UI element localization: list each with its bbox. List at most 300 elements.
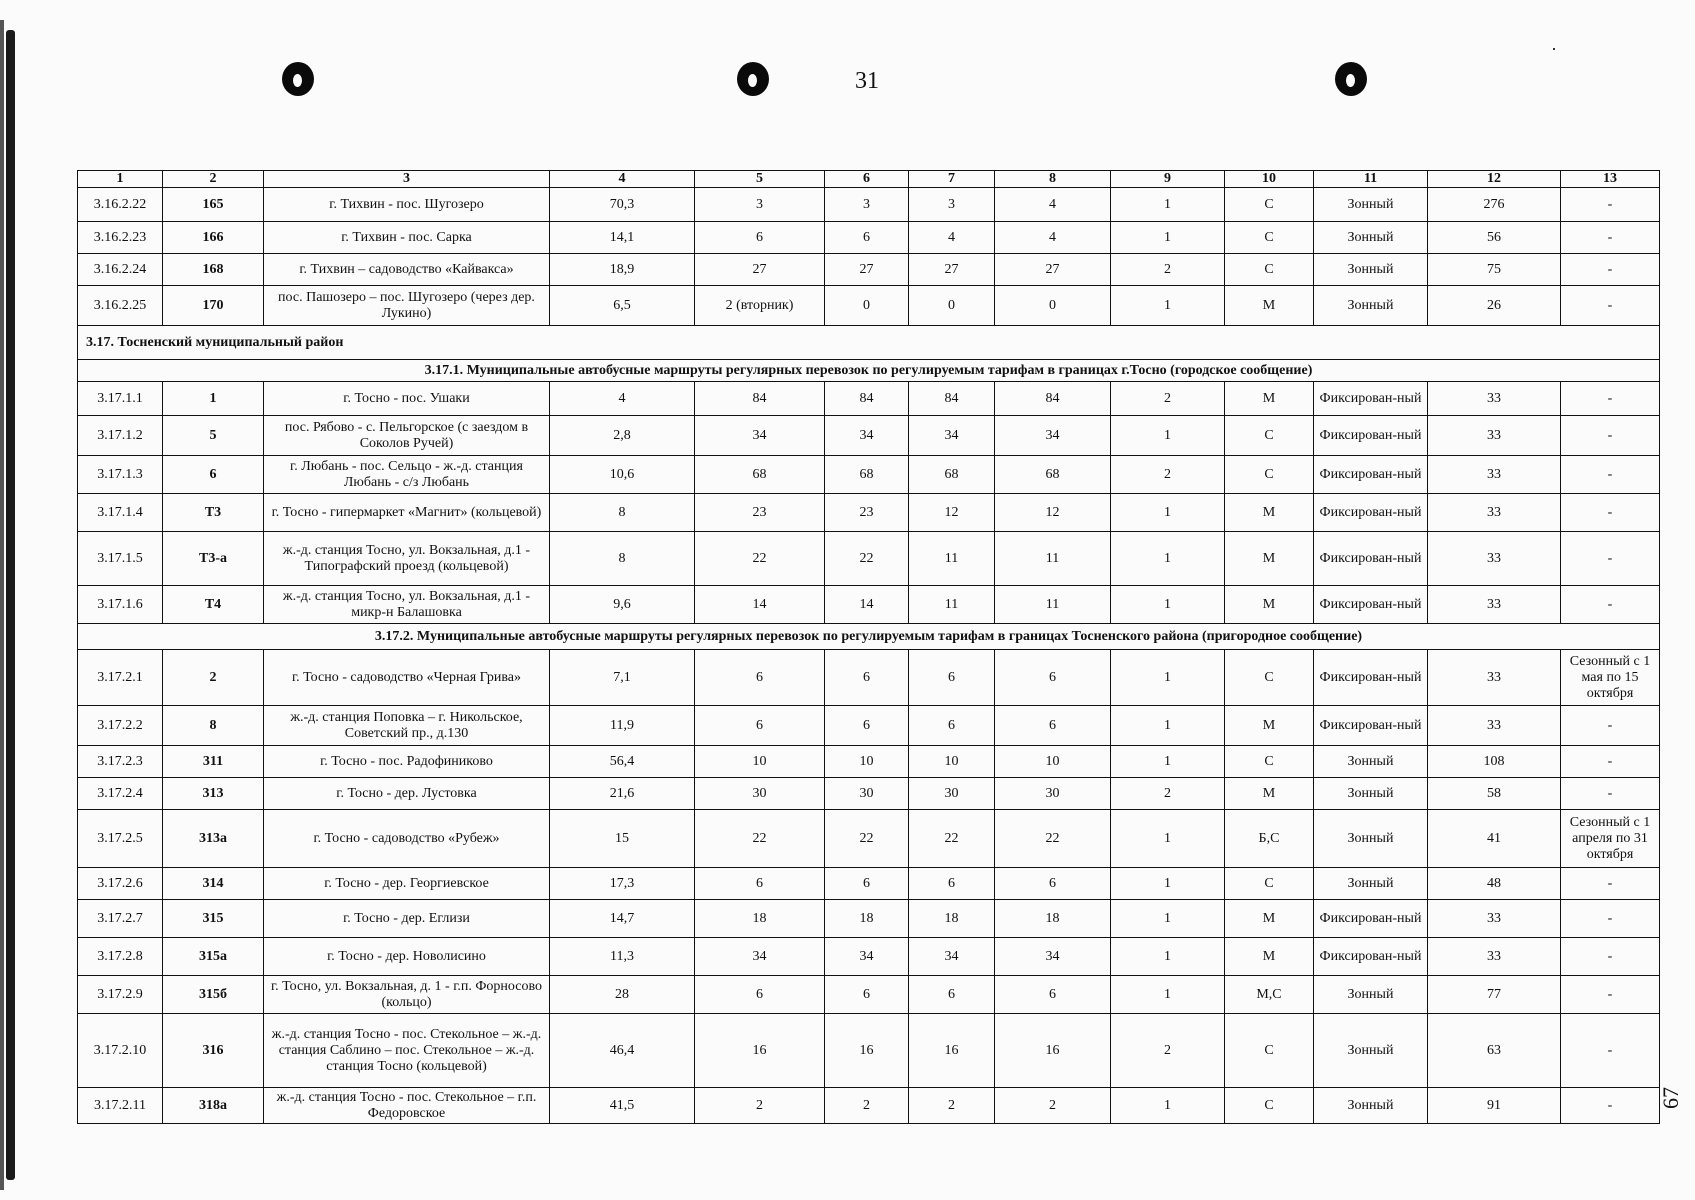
subsection-title: 3.17.2. Муниципальные автобусные маршруты регулярных перевозок по регулируемым тарифам в границах Тосненского района (пригородное сообщение) (78, 624, 1660, 650)
table-cell: С (1225, 254, 1314, 286)
table-cell: - (1561, 416, 1660, 456)
table-cell: 11,3 (550, 938, 695, 976)
table-cell: 14,1 (550, 222, 695, 254)
table-cell: М (1225, 778, 1314, 810)
table-cell: - (1561, 382, 1660, 416)
table-cell: 46,4 (550, 1014, 695, 1088)
table-cell: 2 (1111, 778, 1225, 810)
table-row (78, 416, 1660, 456)
header-cell: 1 (78, 171, 163, 188)
table-cell: 27 (995, 254, 1111, 286)
table-cell: 14 (825, 586, 909, 624)
route-name-cell: г. Тосно - дер. Новолисино (264, 938, 550, 976)
table-cell: 12 (909, 494, 995, 532)
header-cell: 11 (1314, 171, 1428, 188)
table-cell: 22 (825, 532, 909, 586)
route-name-cell: г. Тосно - пос. Ушаки (264, 382, 550, 416)
table-cell: 2 (1111, 1014, 1225, 1088)
table-row (78, 976, 1660, 1014)
table-cell: - (1561, 976, 1660, 1014)
table-row (78, 1088, 1660, 1124)
table-cell: 26 (1428, 286, 1561, 326)
table-cell: 3 (909, 188, 995, 222)
table-cell: 75 (1428, 254, 1561, 286)
table-cell: С (1225, 1088, 1314, 1124)
table-cell: 11 (909, 532, 995, 586)
table-cell: Фиксирован-ный (1314, 938, 1428, 976)
route-name-cell: г. Тосно - пос. Радофиниково (264, 746, 550, 778)
table-cell: 33 (1428, 938, 1561, 976)
table-cell: 30 (825, 778, 909, 810)
table-cell: 91 (1428, 1088, 1561, 1124)
table-cell: 34 (825, 938, 909, 976)
table-cell: М (1225, 494, 1314, 532)
table-cell: 34 (995, 938, 1111, 976)
table-cell: 1 (1111, 868, 1225, 900)
table-cell: - (1561, 746, 1660, 778)
route-name-cell: ж.-д. станция Тосно - пос. Стекольное – ж.-д. станция Саблино – пос. Стекольное – ж.-д. станция Тосно (кольцевой) (264, 1014, 550, 1088)
table-cell: 33 (1428, 586, 1561, 624)
table-cell: 6 (825, 976, 909, 1014)
route-number-cell: 315 (163, 900, 264, 938)
route-number-cell: 8 (163, 706, 264, 746)
route-name-cell: г. Тосно, ул. Вокзальная, д. 1 - г.п. Форносово (кольцо) (264, 976, 550, 1014)
table-cell: М (1225, 900, 1314, 938)
table-row (78, 286, 1660, 326)
table-cell: 16 (825, 1014, 909, 1088)
table-cell: 33 (1428, 456, 1561, 494)
table-cell: Фиксирован-ный (1314, 650, 1428, 706)
table-cell: 108 (1428, 746, 1561, 778)
table-cell: 22 (695, 810, 825, 868)
table-cell: 34 (695, 938, 825, 976)
table-cell: 6 (995, 868, 1111, 900)
table-cell: С (1225, 416, 1314, 456)
table-cell: 22 (825, 810, 909, 868)
table-cell: 1 (1111, 810, 1225, 868)
table-cell: Зонный (1314, 1014, 1428, 1088)
punch-hole-right (1335, 62, 1367, 96)
route-name-cell: пос. Пашозеро – пос. Шугозеро (через дер. Лукино) (264, 286, 550, 326)
row-number-cell: 3.17.1.3 (78, 456, 163, 494)
section-title: 3.17. Тосненский муниципальный район (78, 326, 1660, 360)
route-name-cell: г. Любань - пос. Сельцо - ж.-д. станция Любань - с/з Любань (264, 456, 550, 494)
route-name-cell: ж.-д. станция Тосно - пос. Стекольное – г.п. Федоровское (264, 1088, 550, 1124)
scan-speck (1553, 48, 1555, 50)
route-number-cell: 314 (163, 868, 264, 900)
table-cell: 30 (909, 778, 995, 810)
table-cell: 6 (909, 650, 995, 706)
header-cell: 7 (909, 171, 995, 188)
table-cell: Сезонный с 1 мая по 15 октября (1561, 650, 1660, 706)
route-number-cell: 2 (163, 650, 264, 706)
page-number: 31 (855, 68, 879, 94)
table-row (78, 938, 1660, 976)
table-cell: 58 (1428, 778, 1561, 810)
table-row (78, 254, 1660, 286)
table-cell: Зонный (1314, 222, 1428, 254)
table-cell: Зонный (1314, 976, 1428, 1014)
header-cell: 9 (1111, 171, 1225, 188)
table-cell: 23 (825, 494, 909, 532)
table-cell: 68 (825, 456, 909, 494)
route-name-cell: г. Тихвин - пос. Шугозеро (264, 188, 550, 222)
table-row (78, 650, 1660, 706)
route-number-cell: 6 (163, 456, 264, 494)
table-cell: Зонный (1314, 746, 1428, 778)
table-cell: 6 (695, 650, 825, 706)
table-cell: 23 (695, 494, 825, 532)
route-name-cell: г. Тосно - дер. Георгиевское (264, 868, 550, 900)
table-cell: М (1225, 938, 1314, 976)
route-number-cell: Т3 (163, 494, 264, 532)
table-cell: 2 (909, 1088, 995, 1124)
table-cell: С (1225, 650, 1314, 706)
table-cell: - (1561, 1088, 1660, 1124)
route-name-cell: г. Тосно - садоводство «Рубеж» (264, 810, 550, 868)
table-cell: 1 (1111, 532, 1225, 586)
table-cell: 2 (1111, 254, 1225, 286)
table-cell: Фиксирован-ный (1314, 706, 1428, 746)
table-cell: 27 (825, 254, 909, 286)
route-number-cell: 170 (163, 286, 264, 326)
row-number-cell: 3.17.2.2 (78, 706, 163, 746)
table-cell: Фиксирован-ный (1314, 382, 1428, 416)
table-cell: 30 (695, 778, 825, 810)
table-cell: 84 (909, 382, 995, 416)
table-cell: С (1225, 746, 1314, 778)
table-cell: - (1561, 532, 1660, 586)
table-cell: 1 (1111, 286, 1225, 326)
table-cell: 15 (550, 810, 695, 868)
row-number-cell: 3.17.1.1 (78, 382, 163, 416)
header-cell: 6 (825, 171, 909, 188)
table-cell: Сезонный с 1 апреля по 31 октября (1561, 810, 1660, 868)
table-cell: 77 (1428, 976, 1561, 1014)
route-name-cell: ж.-д. станция Поповка – г. Никольское, Советский пр., д.130 (264, 706, 550, 746)
route-name-cell: г. Тосно - садоводство «Черная Грива» (264, 650, 550, 706)
route-number-cell: 313а (163, 810, 264, 868)
table-cell: 6 (995, 706, 1111, 746)
header-cell: 3 (264, 171, 550, 188)
route-number-cell: 311 (163, 746, 264, 778)
table-cell: 27 (909, 254, 995, 286)
route-number-cell: 166 (163, 222, 264, 254)
table-cell: 63 (1428, 1014, 1561, 1088)
table-cell: 6 (695, 706, 825, 746)
table-cell: 68 (695, 456, 825, 494)
table-cell: 6 (825, 706, 909, 746)
table-cell: Зонный (1314, 286, 1428, 326)
table-cell: С (1225, 222, 1314, 254)
table-cell: 1 (1111, 650, 1225, 706)
table-cell: 30 (995, 778, 1111, 810)
route-number-cell: 168 (163, 254, 264, 286)
table-row (78, 222, 1660, 254)
header-cell: 13 (1561, 171, 1660, 188)
row-number-cell: 3.17.1.2 (78, 416, 163, 456)
table-cell: 18 (695, 900, 825, 938)
table-cell: Зонный (1314, 868, 1428, 900)
table-cell: 2,8 (550, 416, 695, 456)
table-cell: Зонный (1314, 254, 1428, 286)
table-row (78, 456, 1660, 494)
route-name-cell: г. Тихвин - пос. Сарка (264, 222, 550, 254)
table-cell: 56 (1428, 222, 1561, 254)
route-name-cell: г. Тосно - дер. Еглизи (264, 900, 550, 938)
margin-handwritten-number: 67 (1658, 1087, 1683, 1109)
table-cell: 56,4 (550, 746, 695, 778)
table-row (78, 746, 1660, 778)
table-cell: 33 (1428, 532, 1561, 586)
table-cell: - (1561, 706, 1660, 746)
table-cell: 84 (995, 382, 1111, 416)
table-cell: 12 (995, 494, 1111, 532)
table-cell: 11 (995, 586, 1111, 624)
table-cell: Зонный (1314, 778, 1428, 810)
table-cell: 33 (1428, 382, 1561, 416)
subsection-row (78, 360, 1660, 382)
table-cell: 6 (909, 976, 995, 1014)
table-cell: 33 (1428, 494, 1561, 532)
table-cell: 10 (909, 746, 995, 778)
table-cell: 4 (550, 382, 695, 416)
table-cell: 2 (вторник) (695, 286, 825, 326)
table-cell: Б,С (1225, 810, 1314, 868)
route-name-cell: пос. Рябово - с. Пельгорское (с заездом в Соколов Ручей) (264, 416, 550, 456)
route-number-cell: 315б (163, 976, 264, 1014)
table-cell: Фиксирован-ный (1314, 416, 1428, 456)
table-cell: - (1561, 254, 1660, 286)
table-cell: 1 (1111, 586, 1225, 624)
table-cell: - (1561, 286, 1660, 326)
table-cell: М (1225, 286, 1314, 326)
table-row (78, 1014, 1660, 1088)
row-number-cell: 3.17.2.1 (78, 650, 163, 706)
table-cell: 41,5 (550, 1088, 695, 1124)
table-cell: 1 (1111, 900, 1225, 938)
table-row (78, 778, 1660, 810)
table-cell: 3 (695, 188, 825, 222)
row-number-cell: 3.16.2.24 (78, 254, 163, 286)
table-cell: 16 (695, 1014, 825, 1088)
table-cell: 6,5 (550, 286, 695, 326)
table-cell: 6 (825, 222, 909, 254)
table-cell: 7,1 (550, 650, 695, 706)
route-name-cell: г. Тосно - дер. Лустовка (264, 778, 550, 810)
table-cell: 10,6 (550, 456, 695, 494)
punch-hole-left (282, 62, 314, 96)
scan-edge-shadow (0, 20, 4, 1190)
route-number-cell: 313 (163, 778, 264, 810)
row-number-cell: 3.17.2.9 (78, 976, 163, 1014)
table-cell: 2 (695, 1088, 825, 1124)
table-cell: 34 (995, 416, 1111, 456)
table-row (78, 706, 1660, 746)
table-cell: 22 (695, 532, 825, 586)
table-cell: 1 (1111, 494, 1225, 532)
table-cell: 276 (1428, 188, 1561, 222)
table-cell: 4 (995, 222, 1111, 254)
table-cell: 2 (1111, 382, 1225, 416)
table-cell: 2 (1111, 456, 1225, 494)
header-row (78, 171, 1660, 188)
row-number-cell: 3.16.2.23 (78, 222, 163, 254)
table-cell: 22 (995, 810, 1111, 868)
table-cell: 28 (550, 976, 695, 1014)
section-row (78, 326, 1660, 360)
table-cell: - (1561, 494, 1660, 532)
table-cell: 33 (1428, 650, 1561, 706)
table-cell: 18 (995, 900, 1111, 938)
table-cell: 14 (695, 586, 825, 624)
table-cell: 6 (825, 868, 909, 900)
route-name-cell: г. Тихвин – садоводство «Кайвакса» (264, 254, 550, 286)
table-cell: 2 (825, 1088, 909, 1124)
header-cell: 10 (1225, 171, 1314, 188)
table-cell: 6 (995, 976, 1111, 1014)
row-number-cell: 3.17.2.8 (78, 938, 163, 976)
table-cell: 84 (695, 382, 825, 416)
route-name-cell: ж.-д. станция Тосно, ул. Вокзальная, д.1 - микр-н Балашовка (264, 586, 550, 624)
row-number-cell: 3.17.2.7 (78, 900, 163, 938)
table-cell: - (1561, 900, 1660, 938)
header-cell: 2 (163, 171, 264, 188)
routes-table (77, 170, 1660, 1124)
punch-hole-center (737, 62, 769, 96)
table-cell: 11 (995, 532, 1111, 586)
row-number-cell: 3.17.1.6 (78, 586, 163, 624)
table-cell: 8 (550, 532, 695, 586)
table-cell: 11 (909, 586, 995, 624)
table-cell: - (1561, 1014, 1660, 1088)
row-number-cell: 3.16.2.22 (78, 188, 163, 222)
row-number-cell: 3.17.2.6 (78, 868, 163, 900)
table-cell: 33 (1428, 416, 1561, 456)
table-cell: 6 (909, 868, 995, 900)
table-cell: 6 (695, 868, 825, 900)
table-cell: 34 (909, 938, 995, 976)
route-number-cell: Т4 (163, 586, 264, 624)
table-cell: 16 (995, 1014, 1111, 1088)
table-cell: 22 (909, 810, 995, 868)
row-number-cell: 3.16.2.25 (78, 286, 163, 326)
table-cell: Фиксирован-ный (1314, 494, 1428, 532)
table-cell: - (1561, 456, 1660, 494)
header-cell: 5 (695, 171, 825, 188)
table-cell: 10 (695, 746, 825, 778)
table-cell: 6 (909, 706, 995, 746)
route-number-cell: 315а (163, 938, 264, 976)
table-cell: Зонный (1314, 810, 1428, 868)
table-cell: 18 (909, 900, 995, 938)
table-cell: - (1561, 586, 1660, 624)
table-cell: Зонный (1314, 1088, 1428, 1124)
table-cell: - (1561, 938, 1660, 976)
table-cell: 1 (1111, 416, 1225, 456)
table-cell: 0 (909, 286, 995, 326)
table-cell: 1 (1111, 706, 1225, 746)
table-cell: 33 (1428, 706, 1561, 746)
table-cell: 34 (825, 416, 909, 456)
table-cell: С (1225, 188, 1314, 222)
table-cell: 18,9 (550, 254, 695, 286)
table-row (78, 382, 1660, 416)
table-cell: 2 (995, 1088, 1111, 1124)
table-cell: 1 (1111, 746, 1225, 778)
table-cell: 68 (909, 456, 995, 494)
route-number-cell: 5 (163, 416, 264, 456)
table-cell: 6 (695, 222, 825, 254)
table-cell: - (1561, 778, 1660, 810)
routes-table-body (78, 171, 1660, 1124)
row-number-cell: 3.17.2.11 (78, 1088, 163, 1124)
table-cell: 1 (1111, 188, 1225, 222)
table-cell: 0 (995, 286, 1111, 326)
table-row (78, 810, 1660, 868)
route-name-cell: ж.-д. станция Тосно, ул. Вокзальная, д.1 - Типографский проезд (кольцевой) (264, 532, 550, 586)
table-cell: 33 (1428, 900, 1561, 938)
table-cell: - (1561, 188, 1660, 222)
table-cell: 6 (825, 650, 909, 706)
table-cell: М (1225, 382, 1314, 416)
table-cell: 70,3 (550, 188, 695, 222)
table-cell: - (1561, 222, 1660, 254)
subsection-title: 3.17.1. Муниципальные автобусные маршруты регулярных перевозок по регулируемым тарифам в границах г.Тосно (городское сообщение) (78, 360, 1660, 382)
table-cell: - (1561, 868, 1660, 900)
table-cell: Фиксирован-ный (1314, 532, 1428, 586)
table-cell: Фиксирован-ный (1314, 900, 1428, 938)
route-number-cell: 316 (163, 1014, 264, 1088)
header-cell: 4 (550, 171, 695, 188)
table-cell: М,С (1225, 976, 1314, 1014)
table-cell: 1 (1111, 1088, 1225, 1124)
table-row (78, 188, 1660, 222)
table-cell: 6 (695, 976, 825, 1014)
table-cell: 9,6 (550, 586, 695, 624)
table-cell: 48 (1428, 868, 1561, 900)
table-cell: С (1225, 1014, 1314, 1088)
route-number-cell: Т3-а (163, 532, 264, 586)
table-cell: 17,3 (550, 868, 695, 900)
table-row (78, 532, 1660, 586)
table-cell: 8 (550, 494, 695, 532)
table-cell: 1 (1111, 938, 1225, 976)
table-cell: Фиксирован-ный (1314, 586, 1428, 624)
subsection-row (78, 624, 1660, 650)
row-number-cell: 3.17.1.4 (78, 494, 163, 532)
route-number-cell: 165 (163, 188, 264, 222)
table-cell: 41 (1428, 810, 1561, 868)
table-cell: 10 (825, 746, 909, 778)
table-cell: 21,6 (550, 778, 695, 810)
table-cell: 4 (909, 222, 995, 254)
table-cell: 14,7 (550, 900, 695, 938)
table-cell: М (1225, 706, 1314, 746)
row-number-cell: 3.17.1.5 (78, 532, 163, 586)
binding-edge (6, 30, 15, 1180)
table-cell: 0 (825, 286, 909, 326)
table-cell: С (1225, 868, 1314, 900)
table-row (78, 900, 1660, 938)
table-cell: М (1225, 532, 1314, 586)
table-cell: 18 (825, 900, 909, 938)
table-cell: 3 (825, 188, 909, 222)
table-cell: 16 (909, 1014, 995, 1088)
table-cell: 11,9 (550, 706, 695, 746)
header-cell: 8 (995, 171, 1111, 188)
row-number-cell: 3.17.2.10 (78, 1014, 163, 1088)
